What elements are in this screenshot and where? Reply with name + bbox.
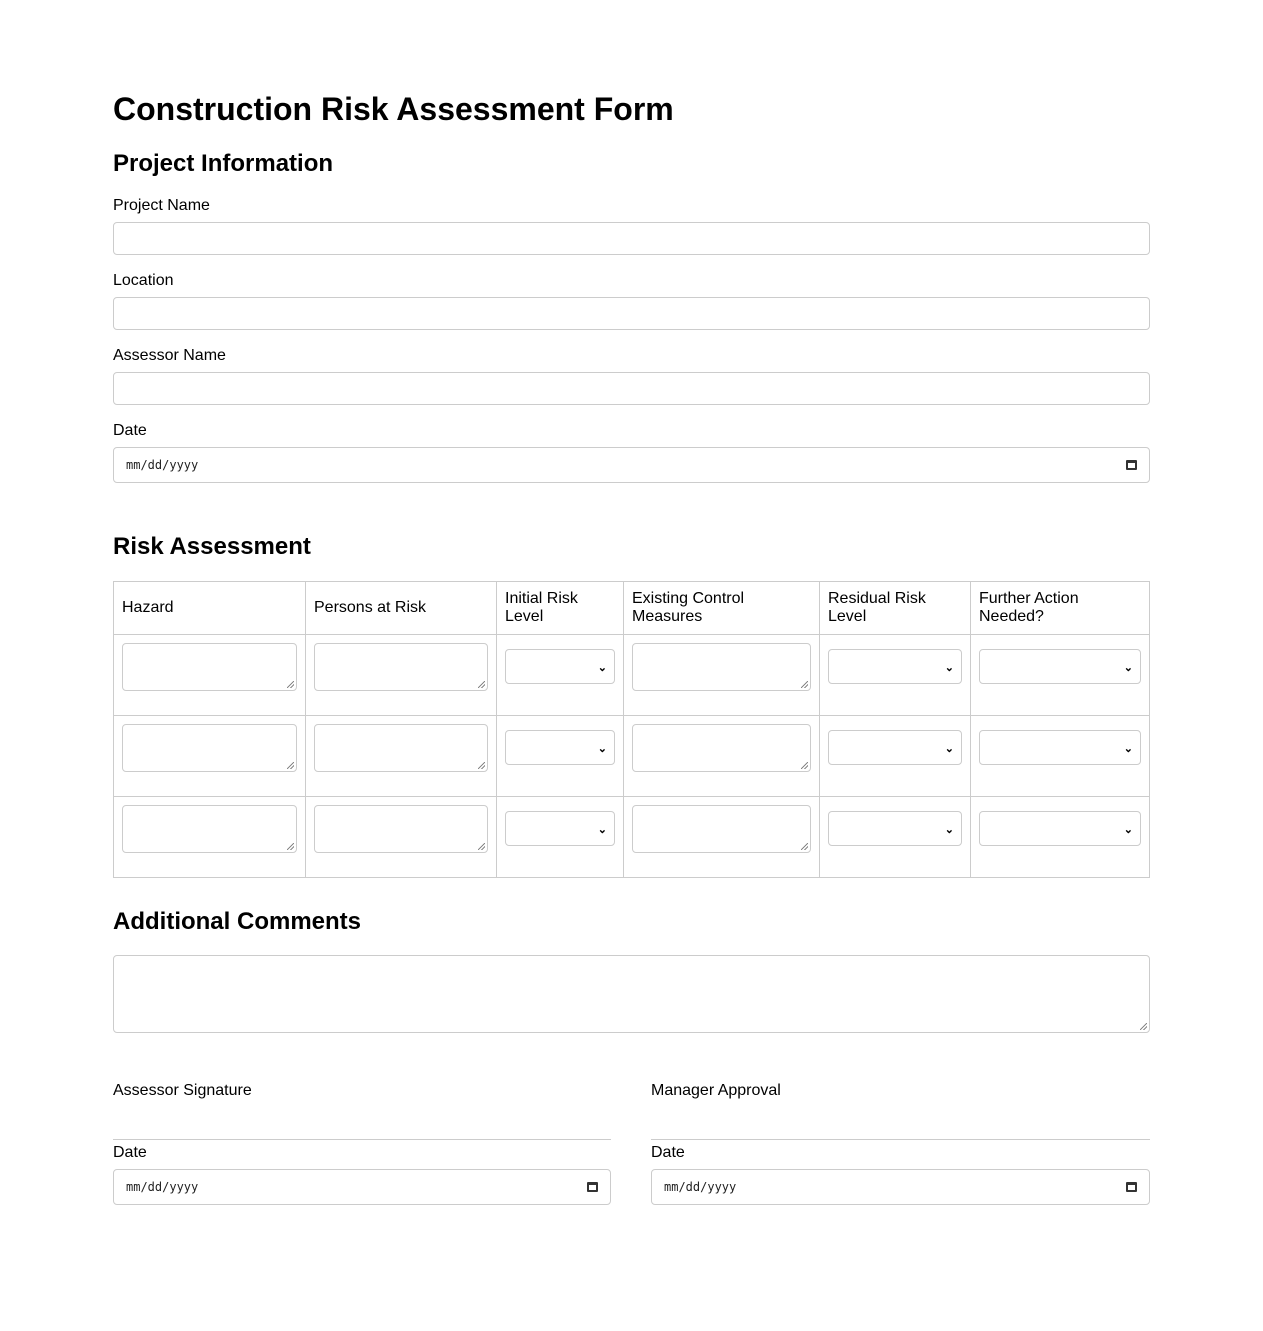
- cell-residual-risk-level: [820, 797, 971, 878]
- cell-initial-risk-level: [497, 716, 624, 797]
- control-measures-textarea[interactable]: [632, 805, 811, 853]
- hazard-textarea[interactable]: [122, 724, 297, 772]
- resize-handle-icon[interactable]: [287, 762, 294, 769]
- cell-further-action: [971, 635, 1150, 716]
- assessor-name-label: Assessor Name: [113, 347, 226, 364]
- section-risk-assessment: Risk Assessment: [113, 533, 311, 560]
- chevron-down-icon: ⌄: [597, 662, 607, 674]
- table-row: [114, 797, 1150, 878]
- date-label: Date: [113, 422, 147, 439]
- further-action-select[interactable]: [979, 811, 1141, 846]
- project-name-label: Project Name: [113, 197, 210, 214]
- manager-date-input[interactable]: [651, 1169, 1150, 1205]
- page-title: Construction Risk Assessment Form: [113, 91, 674, 127]
- date-placeholder: mm/dd/yyyy: [664, 1180, 737, 1194]
- cell-further-action: [971, 797, 1150, 878]
- manager-signature-line[interactable]: [651, 1139, 1150, 1140]
- residual-risk-level-select[interactable]: [828, 811, 962, 846]
- date-placeholder: mm/dd/yyyy: [126, 458, 199, 472]
- col-persons-at-risk: Persons at Risk: [306, 582, 497, 635]
- hazard-textarea[interactable]: [122, 643, 297, 691]
- further-action-select[interactable]: [979, 730, 1141, 765]
- cell-initial-risk-level: [497, 797, 624, 878]
- chevron-down-icon: ⌄: [944, 824, 954, 836]
- date-placeholder: mm/dd/yyyy: [126, 1180, 199, 1194]
- col-further-action: Further Action Needed?: [971, 582, 1150, 635]
- cell-further-action: [971, 716, 1150, 797]
- persons-at-risk-textarea[interactable]: [314, 724, 488, 772]
- col-hazard: Hazard: [114, 582, 306, 635]
- cell-hazard: [114, 716, 306, 797]
- resize-handle-icon[interactable]: [287, 843, 294, 850]
- resize-handle-icon[interactable]: [1140, 1023, 1147, 1030]
- section-additional-comments: Additional Comments: [113, 908, 362, 935]
- risk-table: [113, 581, 1150, 878]
- chevron-down-icon: ⌄: [1123, 662, 1133, 674]
- residual-risk-level-select[interactable]: [828, 649, 962, 684]
- project-name-input[interactable]: [113, 222, 1150, 255]
- assessor-signature-label: Assessor Signature: [113, 1082, 252, 1099]
- chevron-down-icon: ⌄: [944, 743, 954, 755]
- date-input[interactable]: [113, 447, 1150, 483]
- resize-handle-icon[interactable]: [801, 843, 808, 850]
- initial-risk-level-select[interactable]: [505, 811, 615, 846]
- col-existing-control-measures: Existing Control Measures: [624, 582, 820, 635]
- cell-hazard: [114, 635, 306, 716]
- col-initial-risk-level: Initial Risk Level: [497, 582, 624, 635]
- hazard-textarea[interactable]: [122, 805, 297, 853]
- chevron-down-icon: ⌄: [944, 662, 954, 674]
- resize-handle-icon[interactable]: [478, 762, 485, 769]
- col-residual-risk-level: Residual Risk Level: [820, 582, 971, 635]
- calendar-icon[interactable]: [1126, 1182, 1137, 1192]
- resize-handle-icon[interactable]: [801, 681, 808, 688]
- cell-residual-risk-level: [820, 716, 971, 797]
- comments-textarea[interactable]: [113, 955, 1150, 1033]
- residual-risk-level-select[interactable]: [828, 730, 962, 765]
- control-measures-textarea[interactable]: [632, 643, 811, 691]
- chevron-down-icon: ⌄: [1123, 824, 1133, 836]
- resize-handle-icon[interactable]: [478, 843, 485, 850]
- cell-initial-risk-level: [497, 635, 624, 716]
- persons-at-risk-textarea[interactable]: [314, 643, 488, 691]
- initial-risk-level-select[interactable]: [505, 649, 615, 684]
- assessor-signature-line[interactable]: [113, 1139, 611, 1140]
- cell-residual-risk-level: [820, 635, 971, 716]
- cell-persons-at-risk: [306, 716, 497, 797]
- cell-hazard: [114, 797, 306, 878]
- table-row: [114, 635, 1150, 716]
- further-action-select[interactable]: [979, 649, 1141, 684]
- assessor-date-input[interactable]: [113, 1169, 611, 1205]
- manager-approval-label: Manager Approval: [651, 1082, 781, 1099]
- cell-control-measures: [624, 797, 820, 878]
- control-measures-textarea[interactable]: [632, 724, 811, 772]
- resize-handle-icon[interactable]: [478, 681, 485, 688]
- chevron-down-icon: ⌄: [1123, 743, 1133, 755]
- cell-control-measures: [624, 635, 820, 716]
- resize-handle-icon[interactable]: [287, 681, 294, 688]
- chevron-down-icon: ⌄: [597, 743, 607, 755]
- assessor-name-input[interactable]: [113, 372, 1150, 405]
- persons-at-risk-textarea[interactable]: [314, 805, 488, 853]
- manager-date-label: Date: [651, 1144, 685, 1161]
- cell-persons-at-risk: [306, 797, 497, 878]
- chevron-down-icon: ⌄: [597, 824, 607, 836]
- calendar-icon[interactable]: [1126, 460, 1137, 470]
- cell-control-measures: [624, 716, 820, 797]
- calendar-icon[interactable]: [587, 1182, 598, 1192]
- assessor-date-label: Date: [113, 1144, 147, 1161]
- location-input[interactable]: [113, 297, 1150, 330]
- resize-handle-icon[interactable]: [801, 762, 808, 769]
- table-row: [114, 716, 1150, 797]
- cell-persons-at-risk: [306, 635, 497, 716]
- location-label: Location: [113, 272, 174, 289]
- initial-risk-level-select[interactable]: [505, 730, 615, 765]
- section-project-information: Project Information: [113, 150, 334, 177]
